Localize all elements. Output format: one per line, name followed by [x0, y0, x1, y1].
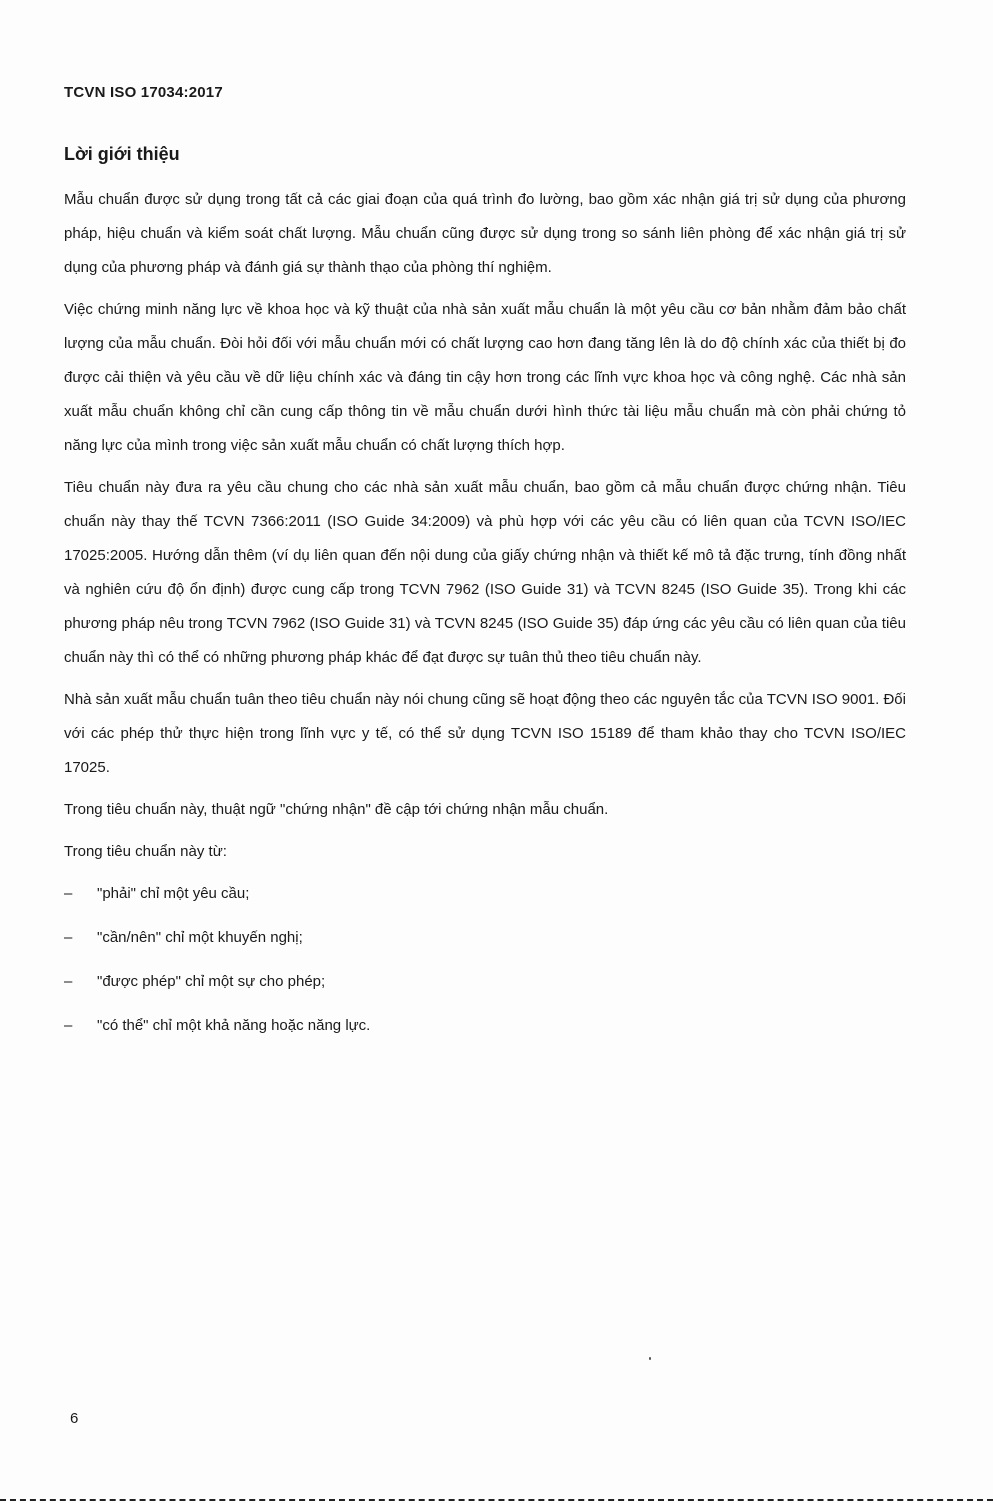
- page-number: 6: [70, 1410, 79, 1427]
- list-item: [64, 921, 906, 955]
- section-title: Lời giới thiệu: [64, 144, 180, 164]
- list-item: [64, 965, 906, 999]
- list-item: [64, 1009, 906, 1043]
- paragraph-certification-term: Trong tiêu chuẩn này, thuật ngữ "chứng nhận" đề cập tới chứng nhận mẫu chuẩn.: [64, 801, 609, 818]
- dash-bullet: –: [64, 1017, 73, 1034]
- paragraph-iso9001: Nhà sản xuất mẫu chuẩn tuân theo tiêu chuẩn này nói chung cũng sẽ hoạt động theo các nguyên tắc của TCVN ISO 9001. Đối với các phép thử thực hiện trong lĩnh vực y tế, có thể sử dụng TCVN ISO 15189 để tham khảo thay cho TCVN ISO/IEC 17025.: [64, 691, 906, 776]
- verbal-forms-list: [64, 877, 906, 1043]
- dash-bullet: –: [64, 973, 73, 990]
- paragraph-competence: Việc chứng minh năng lực về khoa học và kỹ thuật của nhà sản xuất mẫu chuẩn là một yêu cầu cơ bản nhằm đảm bảo chất lượng của mẫu chuẩn. Đòi hỏi đối với mẫu chuẩn mới có chất lượng cao hơn đang tăng lên là do độ chính xác của thiết bị đo được cải thiện và yêu cầu về dữ liệu chính xác và đáng tin cậy hơn trong các lĩnh vực khoa học và công nghệ. Các nhà sản xuất mẫu chuẩn không chỉ cần cung cấp thông tin về mẫu chuẩn dưới hình thức tài liệu mẫu chuẩn mà còn phải chứng tỏ năng lực của mình trong việc sản xuất mẫu chuẩn có chất lượng thích hợp.: [64, 301, 906, 454]
- document-body: [64, 183, 906, 1053]
- standard-code: TCVN ISO 17034:2017: [64, 84, 223, 101]
- dash-bullet: –: [64, 885, 73, 902]
- list-item-text: "cần/nên" chỉ một khuyến nghị;: [97, 929, 303, 946]
- list-item: [64, 877, 906, 911]
- scan-speck: [649, 1357, 651, 1360]
- list-item-text: "được phép" chỉ một sự cho phép;: [97, 973, 326, 990]
- bottom-border: [0, 1499, 993, 1501]
- list-item-text: "có thể" chỉ một khả năng hoặc năng lực.: [97, 1017, 371, 1034]
- paragraph-intro: Mẫu chuẩn được sử dụng trong tất cả các giai đoạn của quá trình đo lường, bao gồm xác nhận giá trị sử dụng của phương pháp, hiệu chuẩn và kiểm soát chất lượng. Mẫu chuẩn cũng được sử dụng trong so sánh liên phòng để xác nhận giá trị sử dụng của phương pháp và đánh giá sự thành thạo của phòng thí nghiệm.: [64, 191, 906, 276]
- paragraph-scope: Tiêu chuẩn này đưa ra yêu cầu chung cho các nhà sản xuất mẫu chuẩn, bao gồm cả mẫu chuẩn được chứng nhận. Tiêu chuẩn này thay thế TCVN 7366:2011 (ISO Guide 34:2009) và phù hợp với các yêu cầu có liên quan của TCVN ISO/IEC 17025:2005. Hướng dẫn thêm (ví dụ liên quan đến nội dung của giấy chứng nhận và thiết kế mô tả đặc trưng, tính đồng nhất và nghiên cứu độ ổn định) được cung cấp trong TCVN 7962 (ISO Guide 31) và TCVN 8245 (ISO Guide 35). Trong khi các phương pháp nêu trong TCVN 7962 (ISO Guide 31) và TCVN 8245 (ISO Guide 35) đáp ứng các yêu cầu có liên quan của tiêu chuẩn này thì có thể có những phương pháp khác để đạt được sự tuân thủ theo tiêu chuẩn này.: [64, 479, 906, 666]
- paragraph-terms-intro: Trong tiêu chuẩn này từ:: [64, 843, 227, 860]
- dash-bullet: –: [64, 929, 73, 946]
- list-item-text: "phải" chỉ một yêu cầu;: [97, 885, 250, 902]
